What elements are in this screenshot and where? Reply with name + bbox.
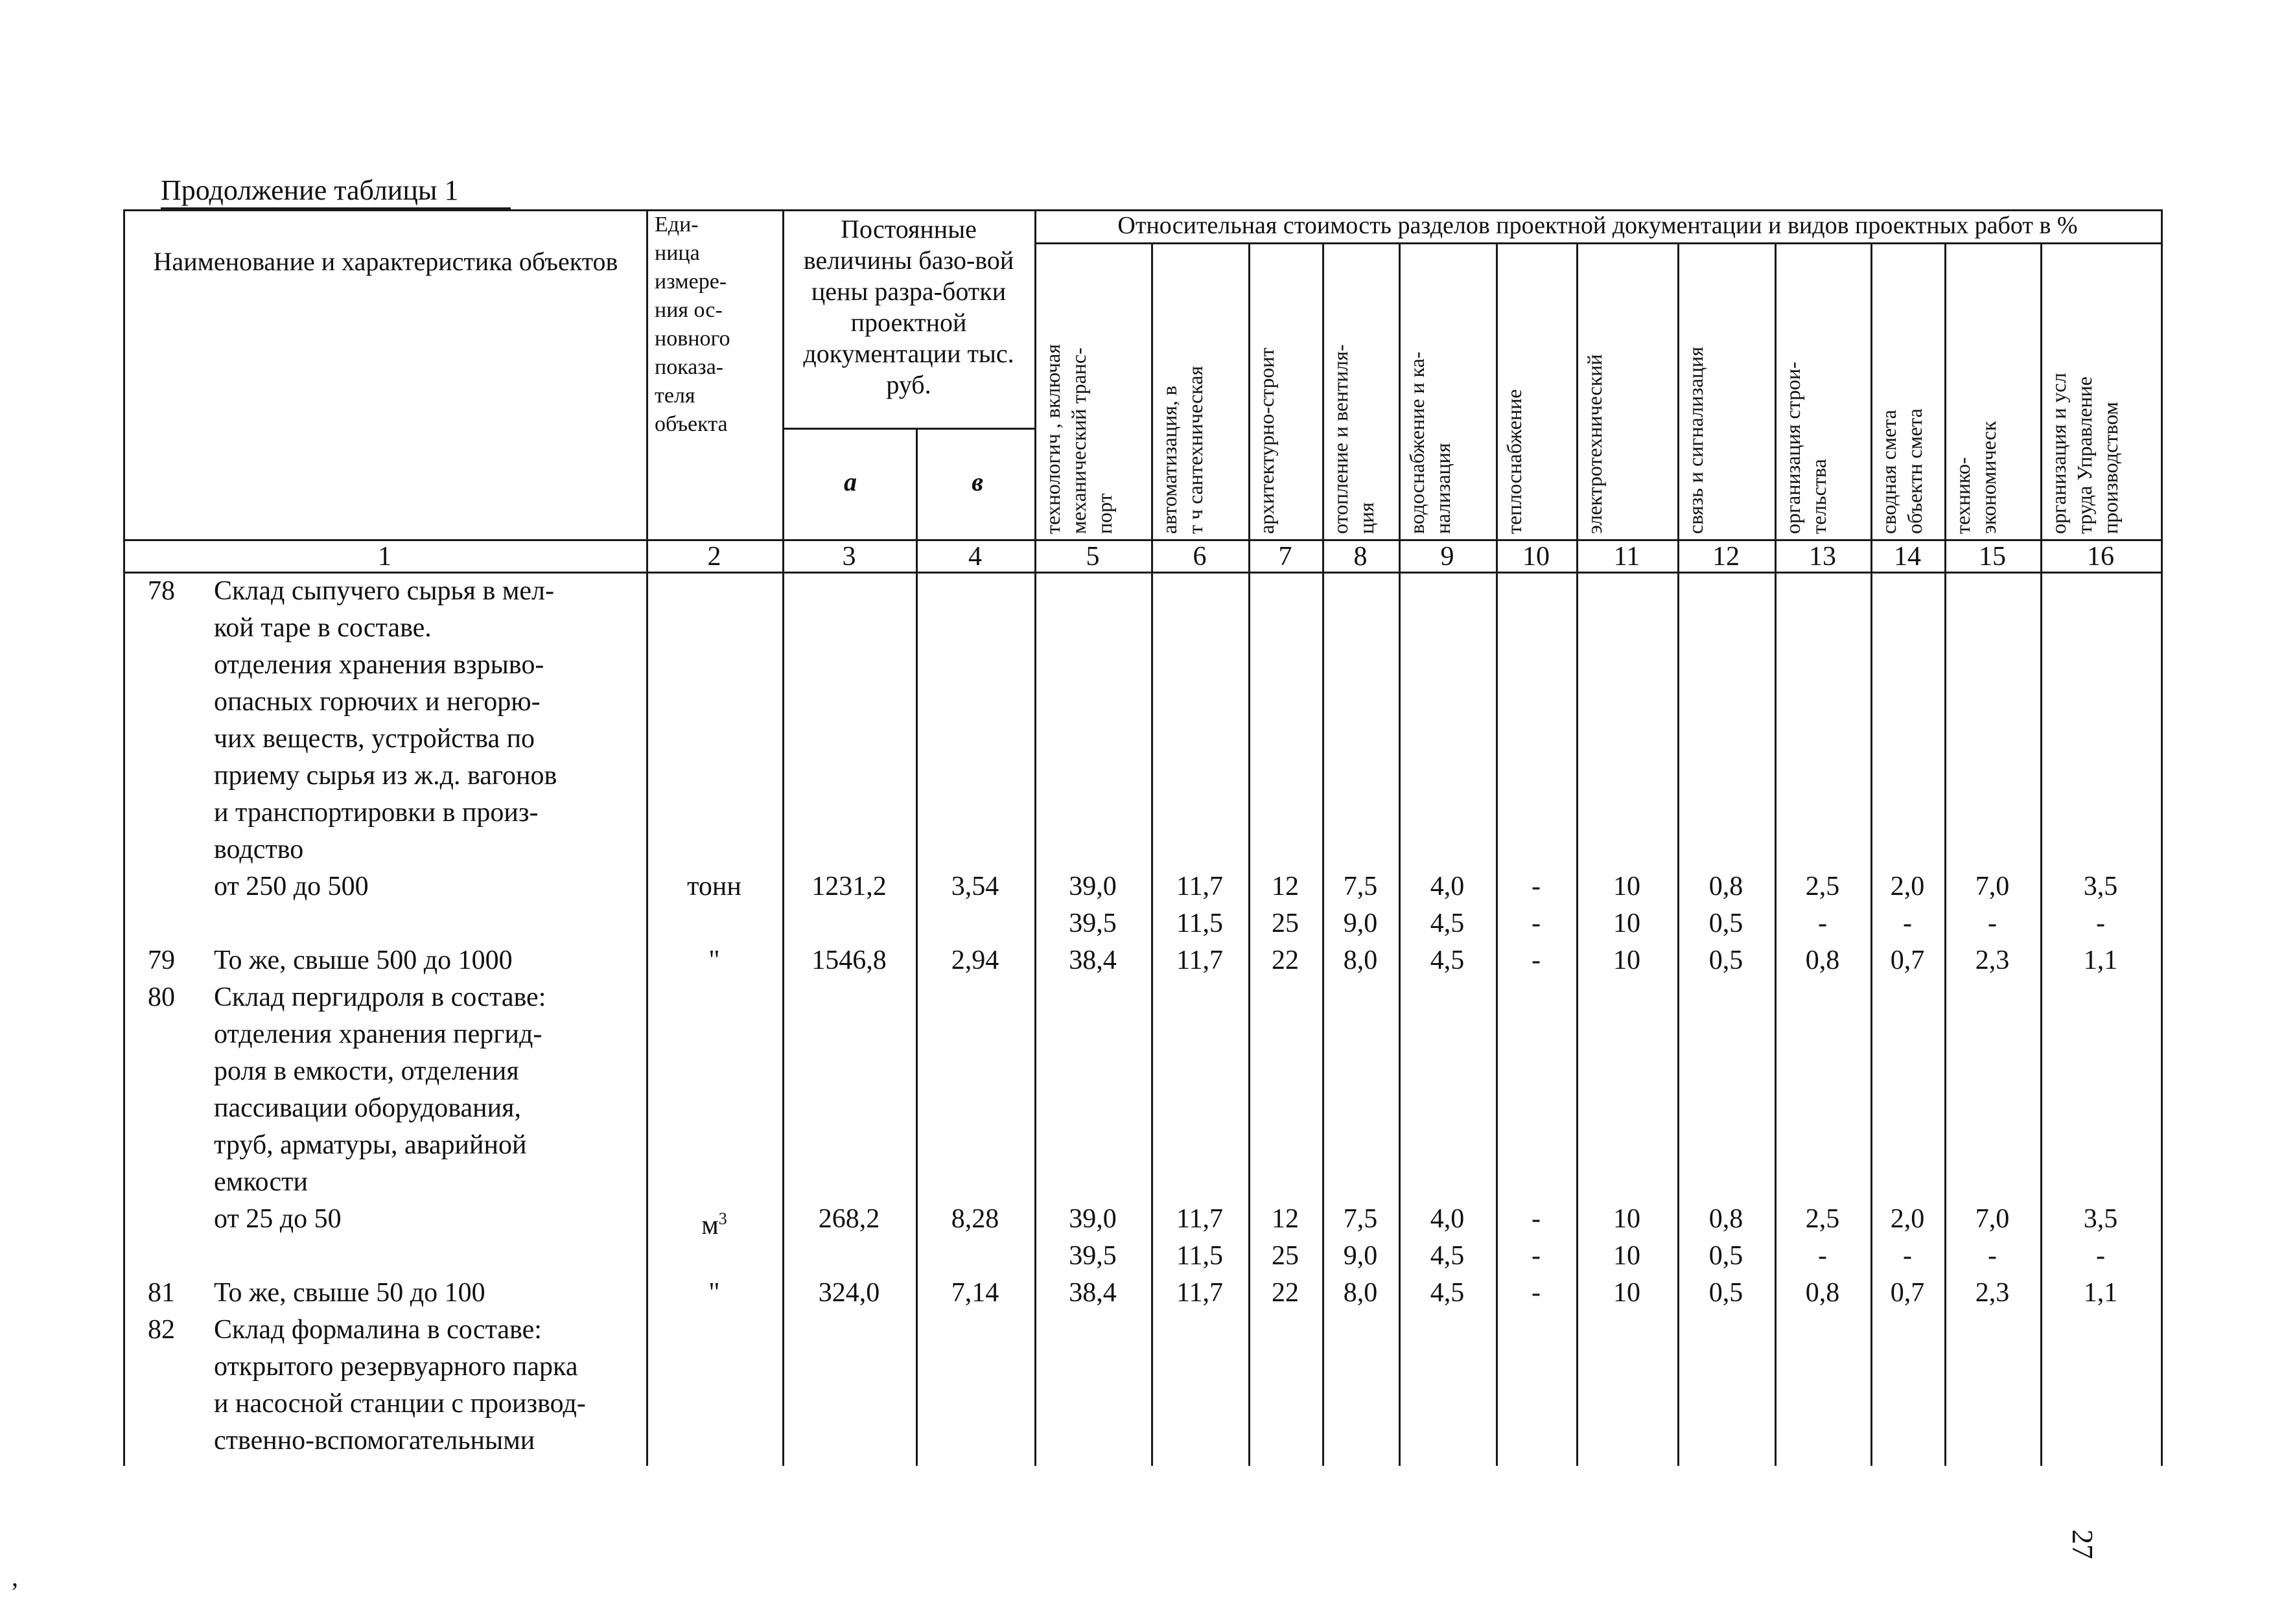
column-number: 13 [1809, 542, 1836, 572]
row-value-alt: 25 [1272, 1241, 1299, 1271]
column-number: 16 [2087, 542, 2114, 572]
row-number: 82 [148, 1315, 175, 1345]
row-value-alt: - [1532, 1241, 1541, 1271]
row-value: 4,0 [1430, 1204, 1465, 1234]
row-value: 2,5 [1805, 1204, 1840, 1234]
row-value-alt: 11,5 [1176, 909, 1223, 938]
row-value: 0,7 [1890, 1278, 1925, 1308]
row-range: То же, свыше 500 до 1000 [214, 945, 513, 975]
row-value: 0,8 [1708, 872, 1743, 901]
row-value: 39,0 [1069, 1204, 1117, 1234]
row-value: 3,5 [2083, 872, 2118, 901]
row-value: 38,4 [1069, 945, 1117, 975]
row-value: 2,5 [1805, 872, 1840, 901]
row-description-line: открытого резервуарного парка [214, 1352, 578, 1382]
row-value-alt: - [1903, 909, 1912, 938]
column-number: 3 [842, 542, 856, 572]
row-value: 2,3 [1975, 945, 2010, 975]
row-const-b: 3,54 [951, 872, 999, 901]
row-description-line: водство [214, 835, 304, 864]
table-caption: Продолжение таблицы 1 [161, 174, 459, 206]
row-value: 10 [1613, 872, 1640, 901]
row-number: 79 [148, 945, 175, 975]
row-description-line: ственно-вспомогательными [214, 1426, 535, 1456]
row-description-line: и насосной станции с производ- [214, 1389, 586, 1419]
row-value: 39,0 [1069, 872, 1117, 901]
section-header-11: электротехнический [1583, 354, 1606, 534]
row-value: 4,5 [1430, 1278, 1465, 1308]
row-description-line: пассивации оборудования, [214, 1093, 521, 1123]
section-header-13: организация строи- тельства [1781, 362, 1830, 534]
row-value: 22 [1272, 1278, 1299, 1308]
section-header-16: организация и усл труда Управление производством [2047, 373, 2122, 534]
row-value: 11,7 [1176, 1204, 1223, 1234]
row-value: 2,0 [1890, 1204, 1925, 1234]
row-value: 11,7 [1176, 872, 1223, 901]
row-value-alt: 4,5 [1430, 1241, 1465, 1271]
row-value: 7,0 [1975, 1204, 2010, 1234]
row-const-a: 324,0 [818, 1278, 880, 1308]
row-value-alt: 11,5 [1176, 1241, 1223, 1271]
row-description-line: емкости [214, 1167, 309, 1197]
row-value: 12 [1272, 872, 1299, 901]
header-constants: Постоянные величины базо-вой цены разра-ботки проектной документации тыс. руб. [803, 215, 1014, 399]
header-unit: Еди- ница измере- ния ос- новного показа- теля объекта [655, 213, 730, 436]
grid-line-horizontal [1034, 242, 2161, 244]
row-value: 8,0 [1343, 1278, 1378, 1308]
row-value: 7,0 [1975, 872, 2010, 901]
header-const-b: в [972, 467, 983, 496]
row-value-alt: 0,5 [1708, 909, 1743, 938]
row-value: 3,5 [2083, 1204, 2118, 1234]
row-value: 0,5 [1708, 1278, 1743, 1308]
row-description-line: Склад пергидроля в составе: [214, 982, 546, 1012]
row-value: 4,0 [1430, 872, 1465, 901]
row-value: 4,5 [1430, 945, 1465, 975]
header-name: Наименование и характеристика объектов [153, 247, 618, 276]
row-description-line: кой таре в составе. [214, 613, 432, 643]
column-number: 12 [1712, 542, 1740, 572]
row-number: 78 [148, 576, 175, 606]
row-number: 81 [148, 1278, 175, 1308]
row-value-alt: 9,0 [1343, 909, 1378, 938]
row-unit: " [708, 1278, 720, 1308]
row-value: 11,7 [1176, 1278, 1223, 1308]
row-value-alt: - [1903, 1241, 1912, 1271]
section-header-5: технологич , включая механический транс- порт [1041, 343, 1116, 534]
header-const-a: а [844, 467, 857, 496]
row-description-line: Склад сыпучего сырья в мел- [214, 576, 554, 606]
row-value-alt: 25 [1272, 909, 1299, 938]
grid-line-vertical [123, 209, 125, 1466]
row-unit: $м^3$ [701, 1209, 727, 1240]
row-description-line: Склад формалина в составе: [214, 1315, 542, 1345]
column-number: 14 [1894, 542, 1921, 572]
row-value-alt: 4,5 [1430, 909, 1465, 938]
row-value: 38,4 [1069, 1278, 1117, 1308]
section-header-6: автоматизация, в т ч сантехническая [1158, 365, 1207, 534]
row-description-line: приему сырья из ж.д. вагонов [214, 761, 557, 791]
section-header-7: архитектурно-строит [1255, 347, 1278, 534]
row-value-alt: 9,0 [1343, 1241, 1378, 1271]
row-value: - [1532, 1204, 1541, 1234]
row-value-alt: - [1532, 909, 1541, 938]
row-value: 2,3 [1975, 1278, 2010, 1308]
row-const-a: 1231,2 [811, 872, 887, 901]
row-value: 0,7 [1890, 945, 1925, 975]
column-number: 4 [968, 542, 982, 572]
row-value-alt: - [2096, 1241, 2105, 1271]
row-range: То же, свыше 50 до 100 [214, 1278, 485, 1308]
row-value: 10 [1613, 1278, 1640, 1308]
column-number: 9 [1440, 542, 1454, 572]
row-value-alt: 10 [1613, 909, 1640, 938]
row-value: 1,1 [2083, 945, 2118, 975]
row-value: 12 [1272, 1204, 1299, 1234]
row-value-alt: - [1818, 909, 1827, 938]
row-value-alt: - [2096, 909, 2105, 938]
column-number: 2 [707, 542, 721, 572]
row-const-b: 2,94 [951, 945, 999, 975]
column-number: 10 [1522, 542, 1550, 572]
row-value-alt: - [1988, 1241, 1997, 1271]
page-number: 27 [2066, 1529, 2099, 1559]
header-relative: Относительная стоимость разделов проектной документации и видов проектных работ в % [1117, 212, 2078, 239]
column-number: 7 [1278, 542, 1292, 572]
row-value: 0,8 [1708, 1204, 1743, 1234]
column-number: 11 [1613, 542, 1640, 572]
row-value: 2,0 [1890, 872, 1925, 901]
row-value-alt: - [1988, 909, 1997, 938]
column-number: 5 [1086, 542, 1100, 572]
row-const-b: 7,14 [951, 1278, 999, 1308]
grid-line-horizontal [161, 207, 511, 209]
section-header-10: теплоснабжение [1502, 389, 1526, 534]
row-value-alt: 0,5 [1708, 1241, 1743, 1271]
row-value: 22 [1272, 945, 1299, 975]
row-value: 10 [1613, 945, 1640, 975]
row-value-alt: - [1818, 1241, 1827, 1271]
section-header-12: связь и сигнализация [1684, 347, 1707, 534]
section-header-14: сводная смета объектн смета [1877, 408, 1926, 534]
column-number: 15 [1979, 542, 2006, 572]
grid-line-vertical [2161, 209, 2163, 1466]
row-number: 80 [148, 982, 175, 1012]
section-header-8: отопление и вентиля- ция [1329, 344, 1378, 534]
grid-line-horizontal [782, 428, 1034, 430]
row-value: 7,5 [1343, 872, 1378, 901]
row-value-alt: 10 [1613, 1241, 1640, 1271]
row-value: - [1532, 1278, 1541, 1308]
row-value-alt: 39,5 [1069, 909, 1117, 938]
row-value: 0,8 [1805, 1278, 1840, 1308]
row-description-line: отделения хранения пергид- [214, 1019, 542, 1049]
row-description-line: отделения хранения взрыво- [214, 650, 544, 680]
row-description-line: труб, арматуры, аварийной [214, 1130, 527, 1160]
row-value: 0,5 [1708, 945, 1743, 975]
row-value: 0,8 [1805, 945, 1840, 975]
row-value: - [1532, 872, 1541, 901]
column-number: 1 [378, 542, 391, 572]
row-const-a: 1546,8 [811, 945, 887, 975]
row-description-line: чих веществ, устройства по [214, 724, 535, 754]
row-description-line: и транспортировки в произ- [214, 798, 539, 828]
section-header-15: технико- экономическ [1951, 421, 2000, 534]
row-const-b: 8,28 [951, 1204, 999, 1234]
row-value: 11,7 [1176, 945, 1223, 975]
section-header-9: водоснабжение и ка- нализация [1405, 351, 1454, 534]
margin-mark: , [12, 1562, 18, 1592]
row-description-line: опасных горючих и негорю- [214, 687, 541, 717]
row-value: - [1532, 945, 1541, 975]
row-value: 1,1 [2083, 1278, 2118, 1308]
row-unit: тонн [687, 872, 741, 901]
column-number: 6 [1193, 542, 1207, 572]
row-value-alt: 39,5 [1069, 1241, 1117, 1271]
row-value: 10 [1613, 1204, 1640, 1234]
row-unit: " [708, 945, 720, 975]
row-range: от 250 до 500 [214, 872, 369, 901]
row-description-line: роля в емкости, отделения [214, 1056, 519, 1086]
row-range: от 25 до 50 [214, 1204, 342, 1234]
row-value: 7,5 [1343, 1204, 1378, 1234]
row-value: 8,0 [1343, 945, 1378, 975]
row-const-a: 268,2 [818, 1204, 880, 1234]
column-number: 8 [1353, 542, 1368, 572]
